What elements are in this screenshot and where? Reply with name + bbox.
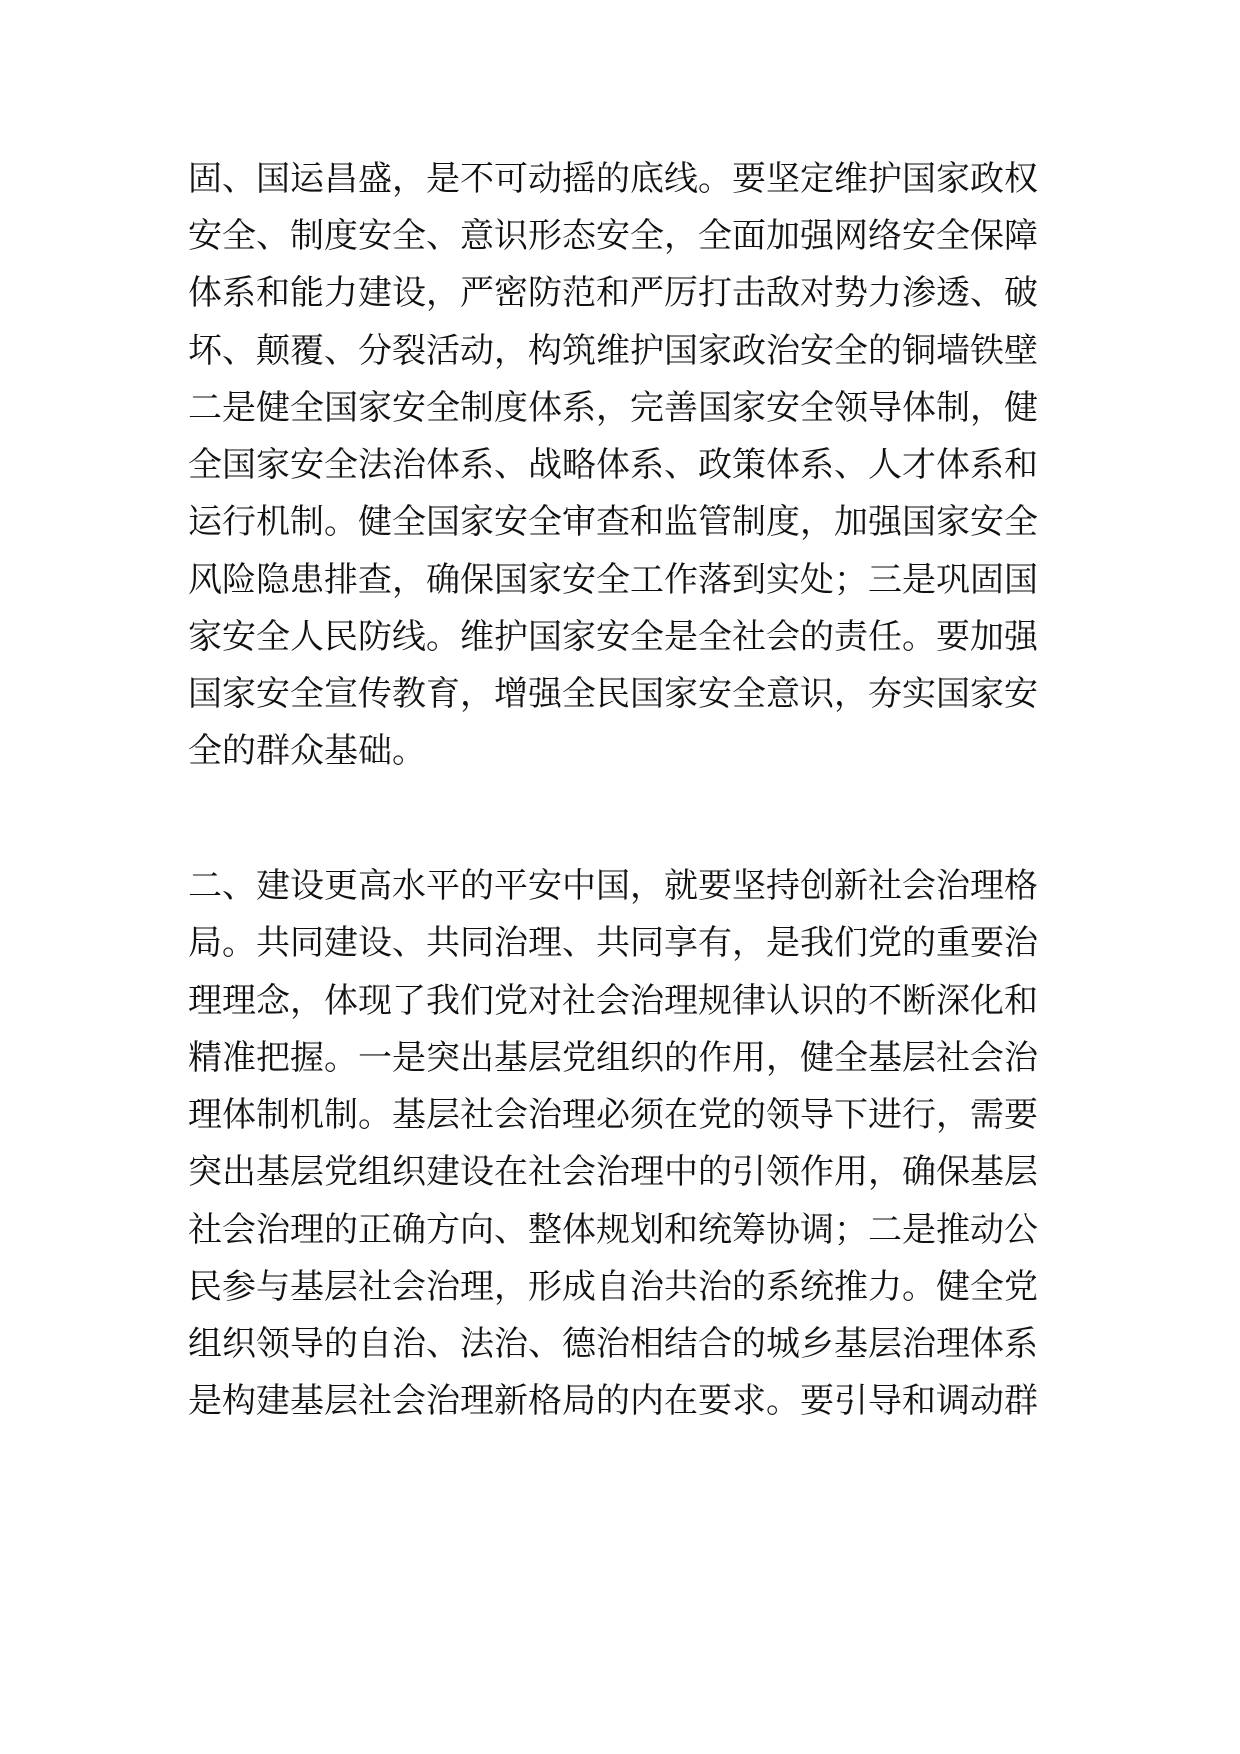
paragraph-line: 突出基层党组织建设在社会治理中的引领作用，确保基层 xyxy=(188,1152,1038,1192)
paragraph-line: 运行机制。健全国家安全审查和监管制度，加强国家安全 xyxy=(188,502,1038,542)
paragraph-line: 家安全人民防线。维护国家安全是全社会的责任。要加强 xyxy=(188,617,1038,657)
paragraph-line: 二是健全国家安全制度体系，完善国家安全领导体制，健 xyxy=(188,388,1038,428)
paragraph-line: 坏、颠覆、分裂活动，构筑维护国家政治安全的铜墙铁壁 xyxy=(188,331,1038,371)
paragraph-line: 局。共同建设、共同治理、共同享有，是我们党的重要治 xyxy=(188,923,1038,963)
paragraph-line: 全国家安全法治体系、战略体系、政策体系、人才体系和 xyxy=(188,445,1038,485)
paragraph-line: 民参与基层社会治理，形成自治共治的系统推力。健全党 xyxy=(188,1267,1038,1307)
paragraph-line: 二、建设更高水平的平安中国，就要坚持创新社会治理格 xyxy=(188,866,1038,906)
paragraph-line: 理体制机制。基层社会治理必须在党的领导下进行，需要 xyxy=(188,1095,1038,1135)
paragraph-line: 是构建基层社会治理新格局的内在要求。要引导和调动群 xyxy=(188,1381,1038,1421)
paragraph-line: 社会治理的正确方向、整体规划和统筹协调；二是推动公 xyxy=(188,1210,1038,1250)
paragraph-line: 精准把握。一是突出基层党组织的作用，健全基层社会治 xyxy=(188,1038,1038,1078)
paragraph-line: 固、国运昌盛，是不可动摇的底线。要坚定维护国家政权 xyxy=(188,159,1038,199)
paragraph-line: 风险隐患排查，确保国家安全工作落到实处；三是巩固国 xyxy=(188,560,1038,600)
paragraph-line: 国家安全宣传教育，增强全民国家安全意识，夯实国家安 xyxy=(188,674,1038,714)
paragraph-line: 安全、制度安全、意识形态安全，全面加强网络安全保障 xyxy=(188,216,1038,256)
paragraph-line: 理理念，体现了我们党对社会治理规律认识的不断深化和 xyxy=(188,981,1038,1021)
paragraph-line: 组织领导的自治、法治、德治相结合的城乡基层治理体系 xyxy=(188,1324,1038,1364)
paragraph-line: 体系和能力建设，严密防范和严厉打击敌对势力渗透、破 xyxy=(188,273,1038,313)
paragraph-line: 全的群众基础。 xyxy=(188,731,426,771)
